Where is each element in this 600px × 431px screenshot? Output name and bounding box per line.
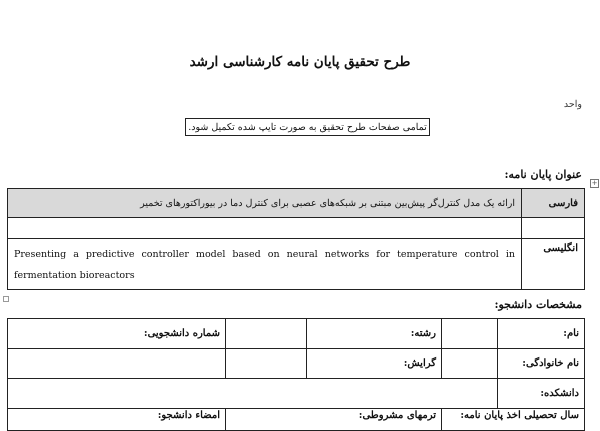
student-row-3 (8, 379, 585, 409)
student-info-heading: مشخصات دانشجو: (494, 298, 582, 311)
persian-title-row (8, 189, 585, 218)
student-number-value[interactable] (8, 349, 226, 379)
major-value[interactable] (226, 319, 307, 349)
probation-terms-label: ترمهای مشروطی: (226, 409, 442, 431)
first-name-label: نام: (498, 319, 585, 349)
last-name-value[interactable] (442, 349, 498, 379)
last-name-label: نام خانوادگی: (498, 349, 585, 379)
student-row-2 (8, 349, 585, 379)
student-row-4 (8, 409, 585, 431)
student-info-table (7, 318, 585, 431)
english-title-cell[interactable]: Presenting a predictive controller model based on neural networks for temperature control in fermentation bioreactors (8, 239, 522, 290)
english-title-row (8, 239, 585, 290)
thesis-year-label: سال تحصیلی اخذ پایان نامه: (442, 409, 585, 431)
english-label-cell: انگلیسی (522, 239, 585, 290)
signature-label: امضاء دانشجو: (8, 409, 226, 431)
notice-box: تمامی صفحات طرح تحقیق به صورت تایپ شده تکمیل شود. (185, 118, 430, 136)
document-title: طرح تحقیق پایان نامه کارشناسی ارشد (189, 54, 411, 70)
faculty-value[interactable] (8, 379, 498, 409)
empty-cell[interactable] (8, 218, 522, 239)
empty-label-cell (522, 218, 585, 239)
persian-label-cell: فارسی (522, 189, 585, 218)
table-move-handle-icon[interactable]: + (591, 179, 598, 187)
empty-row (8, 218, 585, 239)
student-number-label: شماره دانشجویی: (8, 319, 226, 349)
persian-title-cell[interactable]: ارائه یک مدل کنترل‌گر پیش‌بین مبتنی بر شبکه‌های عصبی برای کنترل دما در بیوراکتورهای تخمیر (8, 189, 522, 218)
faculty-label: دانشکده: (498, 379, 585, 409)
unit-label: واحد (563, 99, 582, 110)
student-row-1 (8, 319, 585, 349)
specialization-label: گرایش: (307, 349, 442, 379)
major-label: رشته: (307, 319, 442, 349)
thesis-title-table (7, 188, 585, 290)
thesis-title-heading: عنوان پایان نامه: (504, 168, 582, 181)
paragraph-marker-icon (3, 296, 9, 302)
first-name-value[interactable] (442, 319, 498, 349)
specialization-value[interactable] (226, 349, 307, 379)
